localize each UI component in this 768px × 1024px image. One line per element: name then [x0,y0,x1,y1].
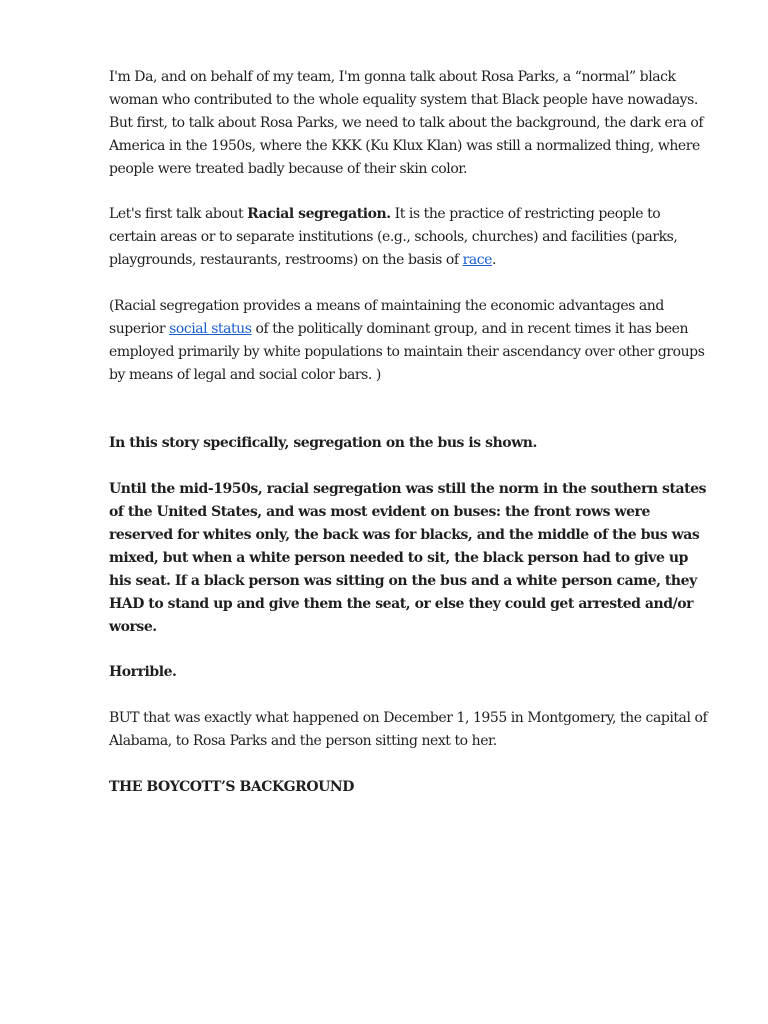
spacer [109,684,709,707]
segregation-definition: It is the practice of restricting people to certain areas or to separate institutions (e.g., schools, churches) and facilities (parks, playgrounds, restaurants, restrooms) on the basis of [109,206,678,269]
segregation-lead: Let's first talk about [109,206,248,223]
spacer [109,455,709,478]
section-heading: THE BOYCOTT’S BACKGROUND [109,778,354,795]
aside-open: (Racial segregation provides a means of maintaining the economic advantages and superior [109,298,664,337]
segregation-paragraph [109,203,709,272]
bus-intro-paragraph: In this story specifically, segregation on the bus is shown. [109,435,537,452]
bus-details-paragraph: Until the mid-1950s, racial segregation was still the norm in the southern states of the United States, and was most evident on buses: the front rows were reserved for whites only, the back was for blacks, and the middle of the bus was mixed, but when a white person needed to sit, the black person had to give up his seat. If a black person was sitting on the bus and a white person came, they HAD to stand up and give them the seat, or else they could get arrested and/or worse. [109,481,707,635]
document-body [109,66,709,799]
spacer [109,639,709,662]
spacer [109,387,709,433]
aside-rest: of the politically dominant group, and in recent times it has been employed primarily by white populations to maintain their ascendancy over other groups by means of legal and social color bars. ) [109,320,705,383]
spacer [109,181,709,204]
segregation-term: Racial segregation. [247,206,391,223]
event-paragraph: BUT that was exactly what happened on December 1, 1955 in Montgomery, the capital of Alabama, to Rosa Parks and the person sitting next to her. [109,710,708,750]
aside-paragraph [109,295,709,387]
reaction-paragraph: Horrible. [109,664,177,681]
social-status-link[interactable]: social status [169,320,252,337]
intro-paragraph-2: But first, to talk about Rosa Parks, we need to talk about the background, the dark era of America in the 1950s, where the KKK (Ku Klux Klan) was still a normalized thing, where people were treated badly because of their skin color. [109,114,704,177]
race-link[interactable]: race [462,252,492,269]
spacer [109,272,709,295]
segregation-end: . [491,252,496,269]
spacer [109,753,709,776]
intro-paragraph-1: I'm Da, and on behalf of my team, I'm gonna talk about Rosa Parks, a “normal” black woman who contributed to the whole equality system that Black people have nowadays. [109,69,698,108]
